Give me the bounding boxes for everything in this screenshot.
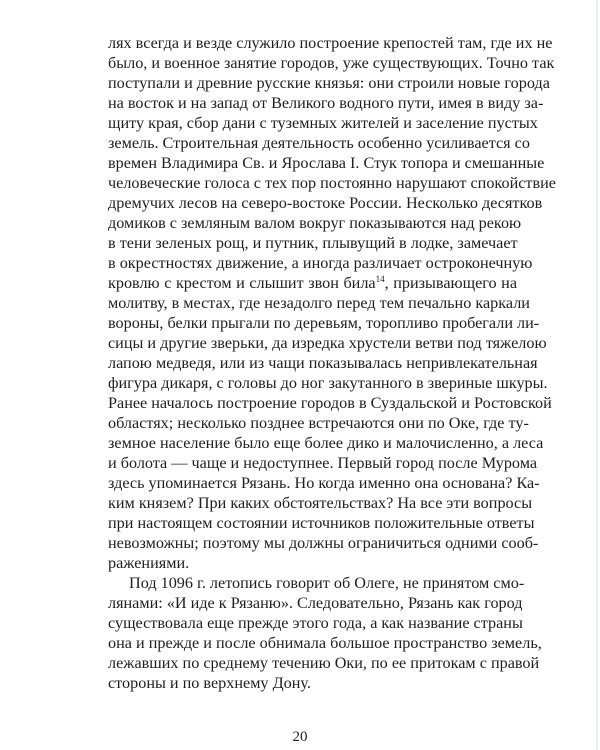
body-text [108, 33, 556, 693]
line-text: лапою медведя, или из чащи показывалась непривлекательная [108, 354, 538, 372]
line-text: на восток и на запад от Великого водного пути, имея в виду за- [108, 94, 544, 112]
line-text: невозможны; поэтому мы должны ограничиться одними сооб- [108, 534, 539, 552]
page-number: 20 [292, 729, 308, 745]
text-line [108, 213, 522, 233]
text-line [108, 133, 530, 153]
line-text: поступали и древние русские князья: они строили новые города [108, 74, 550, 92]
text-line [108, 153, 545, 173]
paragraph-1 [108, 33, 556, 573]
line-text: кровлю с крестом и слышит звон била [108, 274, 376, 292]
line-text: времен Владимира Св. и Ярослава I. Стук топора и смешанные [108, 154, 545, 172]
text-line [108, 533, 539, 553]
page-edge [596, 0, 598, 750]
text-line [108, 373, 548, 393]
line-text-tail: , призывающего на [384, 274, 517, 292]
text-line [108, 573, 525, 593]
line-text: щиту края, сбор дани с туземных жителей и заселение пустых [108, 114, 538, 132]
text-line [108, 633, 542, 653]
line-text: было, и военное занятие городов, уже существующих. Точно так [108, 54, 555, 72]
text-line [108, 73, 550, 93]
text-line [108, 33, 553, 53]
text-line [108, 653, 540, 673]
line-text: существовала еще прежде этого года, а как название страны [108, 614, 523, 632]
line-text: ражениями. [108, 554, 190, 572]
line-text: фигура дикаря, с головы до ног закутанного в звериные шкуры. [108, 374, 548, 392]
line-text: областях; несколько позднее встречаются они по Оке, где ту- [108, 414, 529, 432]
line-text: земное население было еще более дико и малочисленно, а леса [108, 434, 544, 452]
line-text: она и прежде и после обнимала большое пространство земель, [108, 634, 542, 652]
line-text: лянами: «И иде к Рязаню». Следовательно, Рязань как город [108, 594, 523, 612]
text-line [108, 593, 523, 613]
line-text: вороны, белки прыгали по деревьям, торопливо пробегали ли- [108, 314, 540, 332]
text-line [108, 673, 517, 693]
line-text: дремучих лесов на северо-востоке России. Несколько десятков [108, 194, 543, 212]
text-line [108, 253, 533, 273]
line-text: лежавших по среднему течению Оки, по ее притокам с правой [108, 654, 540, 672]
text-line [108, 93, 544, 113]
line-text: молитву, в местах, где незадолго перед тем печально каркали [108, 294, 530, 312]
text-line [108, 453, 538, 473]
line-text: здесь упоминается Рязань. Но когда именно она основана? Ка- [108, 474, 540, 492]
line-text: и болота — чаще и недоступнее. Первый город после Мурома [108, 454, 538, 472]
text-line [108, 113, 538, 133]
line-text: лях всегда и везде служило построение крепостей там, где их не [108, 34, 553, 52]
footnote-reference[interactable]: 14 [375, 274, 385, 284]
text-line [108, 273, 517, 293]
text-line [108, 473, 540, 493]
line-text: Под 1096 г. летопись говорит об Олеге, не принятом смо- [129, 574, 525, 592]
line-text: человеческие голоса с тех пор постоянно нарушают спокойствие [108, 174, 556, 192]
text-line [108, 413, 529, 433]
line-text: земель. Строительная деятельность особенно усиливается со [108, 134, 530, 152]
line-text: домиков с земляным валом вокруг показываются над рекою [108, 214, 522, 232]
line-text: Ранее началось построение городов в Суздальской и Ростовской [108, 394, 552, 412]
text-line [108, 353, 538, 373]
text-line [108, 493, 533, 513]
text-line [108, 233, 517, 253]
text-line [108, 173, 556, 193]
text-line [108, 53, 555, 73]
text-line [108, 553, 517, 573]
line-text: в тени зеленых рощ, и путник, плывущий в лодке, замечает [108, 234, 518, 252]
line-text: сицы и другие зверьки, да изредка хрустели ветви под тяжелою [108, 334, 547, 352]
text-line [108, 333, 547, 353]
text-line [108, 193, 543, 213]
text-line [108, 293, 530, 313]
line-text: в окрестностях движение, а иногда различает остроконечную [108, 254, 533, 272]
text-line [108, 433, 544, 453]
text-line [108, 613, 523, 633]
line-text: при настоящем состоянии источников положительные ответы [108, 514, 535, 532]
paragraph-2 [108, 573, 542, 693]
text-line [108, 513, 535, 533]
line-text: стороны и по верхнему Дону. [108, 674, 311, 692]
line-text: ким князем? При каких обстоятельствах? На все эти вопросы [108, 494, 533, 512]
text-line [108, 393, 552, 413]
text-line [108, 313, 540, 333]
